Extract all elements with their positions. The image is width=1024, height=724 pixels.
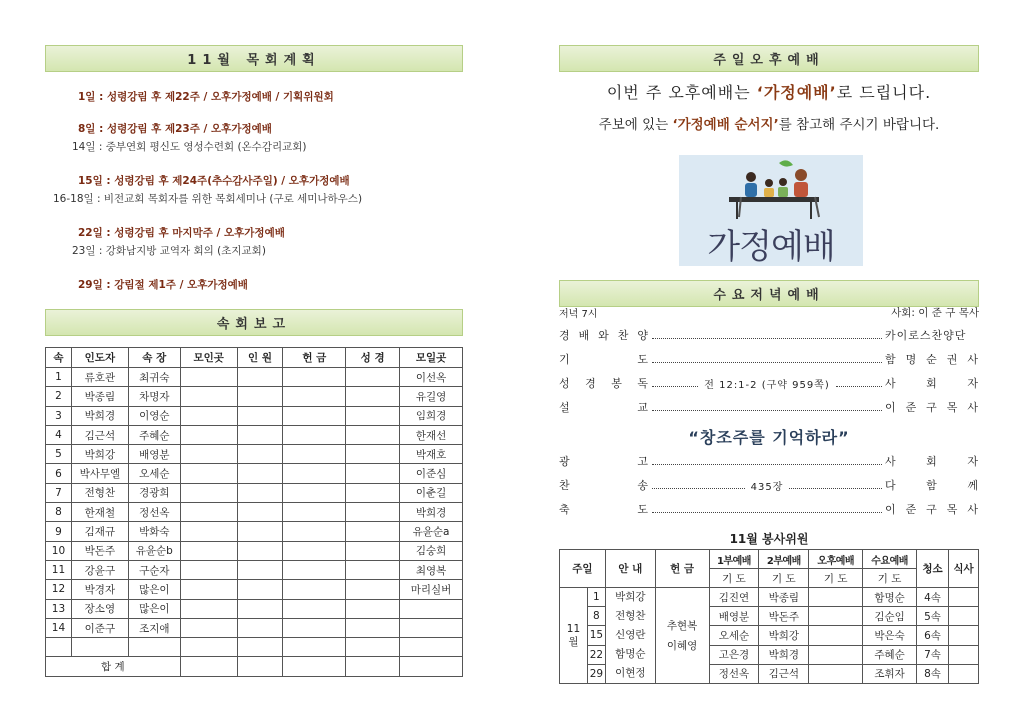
report-cell: 박돈주 bbox=[71, 541, 128, 560]
report-cell bbox=[283, 503, 346, 522]
table-row bbox=[46, 503, 463, 522]
report-cell: 박희강 bbox=[71, 445, 128, 464]
order-label: 광 고 bbox=[559, 455, 649, 468]
afternoon-title: 주일오후예배 bbox=[559, 45, 979, 72]
report-cell: 차명자 bbox=[128, 387, 180, 406]
report-cell bbox=[283, 425, 346, 444]
vol-cell: 박희경 bbox=[759, 645, 809, 664]
report-cell bbox=[180, 368, 237, 387]
report-cell bbox=[237, 387, 283, 406]
report-cell: 김숭희 bbox=[400, 541, 463, 560]
report-total-cell bbox=[180, 657, 237, 676]
order-dots bbox=[652, 488, 745, 489]
report-cell bbox=[180, 580, 237, 599]
vol-cell: 박희강 bbox=[759, 626, 809, 645]
vol-subheader: 기 도 bbox=[809, 569, 863, 588]
plan-item: 1일 : 성령강림 후 제22주 / 오후가정예배 / 기획위원회 bbox=[78, 91, 334, 103]
report-cell bbox=[237, 599, 283, 618]
order-row bbox=[559, 348, 979, 370]
vol-header: 청소 bbox=[917, 550, 949, 588]
report-cell: 박종림 bbox=[71, 387, 128, 406]
report-cell: 14 bbox=[46, 618, 72, 637]
order-label: 기 도 bbox=[559, 353, 649, 366]
report-cell: 김근석 bbox=[71, 425, 128, 444]
report-cell bbox=[71, 638, 128, 657]
report-cell: 8 bbox=[46, 503, 72, 522]
plan-item: 22일 : 성령강림 후 마지막주 / 오후가정예배 bbox=[78, 227, 285, 239]
report-cell: 3 bbox=[46, 406, 72, 425]
order-row bbox=[559, 450, 979, 472]
report-cell bbox=[237, 522, 283, 541]
report-cell bbox=[346, 425, 400, 444]
report-cell bbox=[283, 387, 346, 406]
vol-date: 22 bbox=[587, 645, 605, 664]
vol-subheader: 기 도 bbox=[709, 569, 759, 588]
report-header: 속 장 bbox=[128, 348, 180, 368]
order-label: 설 교 bbox=[559, 401, 649, 414]
table-row bbox=[46, 522, 463, 541]
vol-cell: 박돈주 bbox=[759, 607, 809, 626]
report-cell: 2 bbox=[46, 387, 72, 406]
report-cell: 박희경 bbox=[71, 406, 128, 425]
vol-subheader: 기 도 bbox=[863, 569, 917, 588]
vol-cell: 고은경 bbox=[709, 645, 759, 664]
order-label: 찬 송 bbox=[559, 479, 649, 492]
report-cell bbox=[346, 638, 400, 657]
vol-cell: 김근석 bbox=[759, 664, 809, 683]
report-cell: 6 bbox=[46, 464, 72, 483]
report-cell bbox=[346, 387, 400, 406]
report-title: 속회보고 bbox=[45, 309, 463, 336]
logo-text: 가정예배 bbox=[707, 227, 835, 267]
report-cell bbox=[283, 599, 346, 618]
vol-cell bbox=[809, 645, 863, 664]
vol-cell bbox=[948, 645, 978, 664]
report-cell: 이준심 bbox=[400, 464, 463, 483]
report-cell bbox=[180, 638, 237, 657]
order-value: 함 명 순 권 사 bbox=[885, 353, 979, 366]
vol-header: 안 내 bbox=[605, 550, 655, 588]
report-total-cell bbox=[283, 657, 346, 676]
report-cell: 최귀숙 bbox=[128, 368, 180, 387]
order-dots bbox=[652, 410, 882, 411]
report-cell: 배영분 bbox=[128, 445, 180, 464]
order-dots bbox=[652, 512, 882, 513]
vol-header: 오후예배 bbox=[809, 550, 863, 569]
wednesday-time: 저녁 7시 bbox=[559, 309, 598, 320]
table-row bbox=[46, 638, 463, 657]
volunteer-table bbox=[559, 549, 979, 684]
report-cell bbox=[180, 483, 237, 502]
report-cell bbox=[346, 368, 400, 387]
vol-ushers: 박희강 전형찬 신영란 함명순 이현정 bbox=[605, 588, 655, 684]
report-cell: 최영복 bbox=[400, 560, 463, 579]
report-cell bbox=[180, 503, 237, 522]
report-cell bbox=[283, 541, 346, 560]
report-cell: 이준구 bbox=[71, 618, 128, 637]
vol-cell bbox=[948, 626, 978, 645]
vol-date: 1 bbox=[587, 588, 605, 607]
table-row bbox=[46, 599, 463, 618]
report-cell bbox=[346, 599, 400, 618]
table-row bbox=[46, 445, 463, 464]
table-row bbox=[46, 580, 463, 599]
report-cell: 임희경 bbox=[400, 406, 463, 425]
report-total-row bbox=[46, 657, 463, 676]
wednesday-host: 사회: 이 준 구 목사 bbox=[891, 307, 979, 319]
report-cell: 김재규 bbox=[71, 522, 128, 541]
report-cell bbox=[400, 599, 463, 618]
order-value: 사 회 자 bbox=[885, 377, 979, 390]
report-cell bbox=[46, 638, 72, 657]
report-cell: 이선옥 bbox=[400, 368, 463, 387]
report-cell: 13 bbox=[46, 599, 72, 618]
report-cell: 정선옥 bbox=[128, 503, 180, 522]
report-total-cell bbox=[400, 657, 463, 676]
report-cell: 마리실버 bbox=[400, 580, 463, 599]
vol-header: 헌 금 bbox=[655, 550, 709, 588]
table-row bbox=[46, 387, 463, 406]
report-cell: 전형찬 bbox=[71, 483, 128, 502]
report-cell bbox=[180, 406, 237, 425]
report-cell: 한재선 bbox=[400, 425, 463, 444]
report-cell bbox=[180, 464, 237, 483]
report-cell bbox=[346, 406, 400, 425]
vol-cell: 주혜순 bbox=[863, 645, 917, 664]
report-cell: 장소영 bbox=[71, 599, 128, 618]
table-row bbox=[46, 483, 463, 502]
order-row bbox=[559, 474, 979, 496]
vol-header: 주일 bbox=[560, 550, 606, 588]
vol-cell: 김순임 bbox=[863, 607, 917, 626]
order-label: 축 도 bbox=[559, 503, 649, 516]
report-cell: 9 bbox=[46, 522, 72, 541]
report-cell bbox=[237, 580, 283, 599]
report-cell: 유윤순b bbox=[128, 541, 180, 560]
report-cell bbox=[180, 618, 237, 637]
vol-offering: 추현복 이혜영 bbox=[655, 588, 709, 684]
vol-month: 11 월 bbox=[560, 588, 588, 684]
table-row bbox=[46, 368, 463, 387]
report-cell: 박재호 bbox=[400, 445, 463, 464]
afternoon-line1: 이번 주 오후예배는 ‘가정예배’로 드립니다. bbox=[606, 83, 932, 102]
report-cell: 12 bbox=[46, 580, 72, 599]
plan-item: 29일 : 강림절 제1주 / 오후가정예배 bbox=[78, 279, 248, 291]
vol-cell: 김진연 bbox=[709, 588, 759, 607]
report-cell bbox=[346, 580, 400, 599]
table-row bbox=[46, 560, 463, 579]
report-cell: 많은이 bbox=[128, 580, 180, 599]
report-cell: 이춘길 bbox=[400, 483, 463, 502]
volunteer-header-row bbox=[560, 550, 979, 569]
report-cell: 구순자 bbox=[128, 560, 180, 579]
report-cell bbox=[346, 618, 400, 637]
report-cell bbox=[180, 599, 237, 618]
table-row bbox=[46, 618, 463, 637]
vol-cell bbox=[809, 607, 863, 626]
report-header: 모인곳 bbox=[180, 348, 237, 368]
report-cell bbox=[180, 445, 237, 464]
report-cell bbox=[400, 618, 463, 637]
vol-cell bbox=[809, 588, 863, 607]
order-dots bbox=[836, 386, 882, 387]
order-row bbox=[559, 324, 979, 346]
report-total-label: 합 계 bbox=[46, 657, 181, 676]
report-cell bbox=[346, 483, 400, 502]
order-mid: 전 12:1-2 (구약 959쪽) bbox=[704, 379, 830, 391]
order-dots bbox=[652, 362, 882, 363]
vol-cell bbox=[948, 588, 978, 607]
report-cell: 오세순 bbox=[128, 464, 180, 483]
order-value: 이 준 구 목 사 bbox=[885, 401, 979, 414]
report-cell: 한재철 bbox=[71, 503, 128, 522]
report-cell bbox=[346, 541, 400, 560]
report-cell bbox=[283, 464, 346, 483]
report-cell: 1 bbox=[46, 368, 72, 387]
report-cell bbox=[283, 580, 346, 599]
report-cell bbox=[346, 503, 400, 522]
report-cell: 11 bbox=[46, 560, 72, 579]
report-cell bbox=[346, 464, 400, 483]
report-cell bbox=[346, 445, 400, 464]
report-cell bbox=[346, 560, 400, 579]
report-cell bbox=[400, 638, 463, 657]
vol-cell: 조휘자 bbox=[863, 664, 917, 683]
report-cell: 류호관 bbox=[71, 368, 128, 387]
family-worship-logo bbox=[679, 155, 863, 266]
report-cell bbox=[237, 406, 283, 425]
report-cell: 7 bbox=[46, 483, 72, 502]
order-label: 경 배 와 찬 양 bbox=[559, 329, 649, 342]
report-cell: 박사무엘 bbox=[71, 464, 128, 483]
report-total-cell bbox=[237, 657, 283, 676]
vol-cell bbox=[948, 664, 978, 683]
wednesday-title: 수요저녁예배 bbox=[559, 280, 979, 307]
report-cell bbox=[237, 445, 283, 464]
vol-subheader: 기 도 bbox=[759, 569, 809, 588]
report-cell: 4 bbox=[46, 425, 72, 444]
plan-item: 15일 : 성령강림 후 제24주(추수감사주일) / 오후가정예배 bbox=[78, 175, 350, 187]
vol-cell: 5속 bbox=[917, 607, 949, 626]
report-cell bbox=[237, 560, 283, 579]
report-cell: 5 bbox=[46, 445, 72, 464]
vol-header: 2부예배 bbox=[759, 550, 809, 569]
order-dots bbox=[789, 488, 882, 489]
vol-header: 식사 bbox=[948, 550, 978, 588]
report-cell bbox=[237, 541, 283, 560]
report-cell bbox=[237, 503, 283, 522]
plan-item: 8일 : 성령강림 후 제23주 / 오후가정예배 bbox=[78, 123, 272, 135]
report-cell: 유길영 bbox=[400, 387, 463, 406]
report-cell bbox=[283, 368, 346, 387]
table-row bbox=[46, 541, 463, 560]
order-label: 성 경 봉 독 bbox=[559, 377, 649, 390]
sermon-title: “창조주를 기억하라” bbox=[688, 428, 850, 447]
report-cell: 박경자 bbox=[71, 580, 128, 599]
vol-cell: 정선옥 bbox=[709, 664, 759, 683]
order-row bbox=[559, 498, 979, 520]
report-cell: 주혜순 bbox=[128, 425, 180, 444]
vol-cell: 8속 bbox=[917, 664, 949, 683]
order-value: 사 회 자 bbox=[885, 455, 979, 468]
order-dots bbox=[652, 338, 882, 339]
vol-cell: 오세순 bbox=[709, 626, 759, 645]
plan-subitem: 23일 : 강화남지방 교역자 회의 (초지교회) bbox=[72, 245, 266, 257]
report-cell bbox=[237, 618, 283, 637]
report-cell bbox=[283, 638, 346, 657]
vol-cell: 4속 bbox=[917, 588, 949, 607]
order-value: 이 준 구 목 사 bbox=[885, 503, 979, 516]
volunteer-title: 11월 봉사위원 bbox=[729, 532, 809, 546]
vol-date: 8 bbox=[587, 607, 605, 626]
vol-cell bbox=[948, 607, 978, 626]
order-mid: 435장 bbox=[750, 481, 784, 493]
vol-cell bbox=[809, 664, 863, 683]
report-cell: 10 bbox=[46, 541, 72, 560]
vol-date: 15 bbox=[587, 626, 605, 645]
order-value: 다 함 께 bbox=[885, 479, 979, 492]
report-header: 속 bbox=[46, 348, 72, 368]
report-cell bbox=[283, 483, 346, 502]
vol-cell: 6속 bbox=[917, 626, 949, 645]
report-cell bbox=[128, 638, 180, 657]
order-row bbox=[559, 372, 979, 394]
report-cell bbox=[180, 541, 237, 560]
report-total-cell bbox=[346, 657, 400, 676]
report-cell: 경광희 bbox=[128, 483, 180, 502]
report-cell: 박희경 bbox=[400, 503, 463, 522]
report-cell: 많은이 bbox=[128, 599, 180, 618]
report-cell: 이영순 bbox=[128, 406, 180, 425]
report-header: 모일곳 bbox=[400, 348, 463, 368]
order-row bbox=[559, 396, 979, 418]
plan-subitem: 16-18일 : 비전교회 목회자를 위한 목회세미나 (구로 세미나하우스) bbox=[53, 193, 363, 205]
report-table bbox=[45, 347, 463, 677]
report-cell bbox=[283, 445, 346, 464]
plan-subitem: 14일 : 중부연회 평신도 영성수련회 (온수감리교회) bbox=[72, 141, 307, 153]
order-value: 카이로스찬양단 bbox=[885, 329, 967, 342]
family-table-icon bbox=[679, 155, 863, 225]
report-cell bbox=[180, 522, 237, 541]
report-header: 인 원 bbox=[237, 348, 283, 368]
report-cell bbox=[237, 425, 283, 444]
vol-header: 수요예배 bbox=[863, 550, 917, 569]
table-row bbox=[560, 588, 979, 607]
report-cell bbox=[283, 522, 346, 541]
vol-cell: 함명순 bbox=[863, 588, 917, 607]
vol-date: 29 bbox=[587, 664, 605, 683]
vol-cell: 7속 bbox=[917, 645, 949, 664]
report-header: 헌 금 bbox=[283, 348, 346, 368]
plan-title: 11월 목회계획 bbox=[45, 45, 463, 72]
report-cell bbox=[283, 618, 346, 637]
report-cell: 박화숙 bbox=[128, 522, 180, 541]
report-cell: 강윤구 bbox=[71, 560, 128, 579]
report-cell: 조지애 bbox=[128, 618, 180, 637]
vol-cell: 배영분 bbox=[709, 607, 759, 626]
report-cell bbox=[180, 560, 237, 579]
report-header: 인도자 bbox=[71, 348, 128, 368]
vol-header: 1부예배 bbox=[709, 550, 759, 569]
report-cell bbox=[237, 464, 283, 483]
table-row bbox=[46, 425, 463, 444]
order-dots bbox=[652, 464, 882, 465]
report-cell bbox=[180, 425, 237, 444]
report-cell bbox=[237, 368, 283, 387]
vol-cell: 박은숙 bbox=[863, 626, 917, 645]
report-cell bbox=[283, 406, 346, 425]
report-header: 성 경 bbox=[346, 348, 400, 368]
report-cell bbox=[237, 483, 283, 502]
afternoon-line2: 주보에 있는 ‘가정예배 순서지’를 참고해 주시기 바랍니다. bbox=[598, 117, 940, 133]
table-row bbox=[46, 464, 463, 483]
table-row bbox=[46, 406, 463, 425]
report-cell bbox=[283, 560, 346, 579]
report-cell bbox=[237, 638, 283, 657]
report-cell bbox=[346, 522, 400, 541]
vol-cell bbox=[809, 626, 863, 645]
report-cell bbox=[180, 387, 237, 406]
report-cell: 유윤순a bbox=[400, 522, 463, 541]
vol-cell: 박종림 bbox=[759, 588, 809, 607]
order-dots bbox=[652, 386, 698, 387]
